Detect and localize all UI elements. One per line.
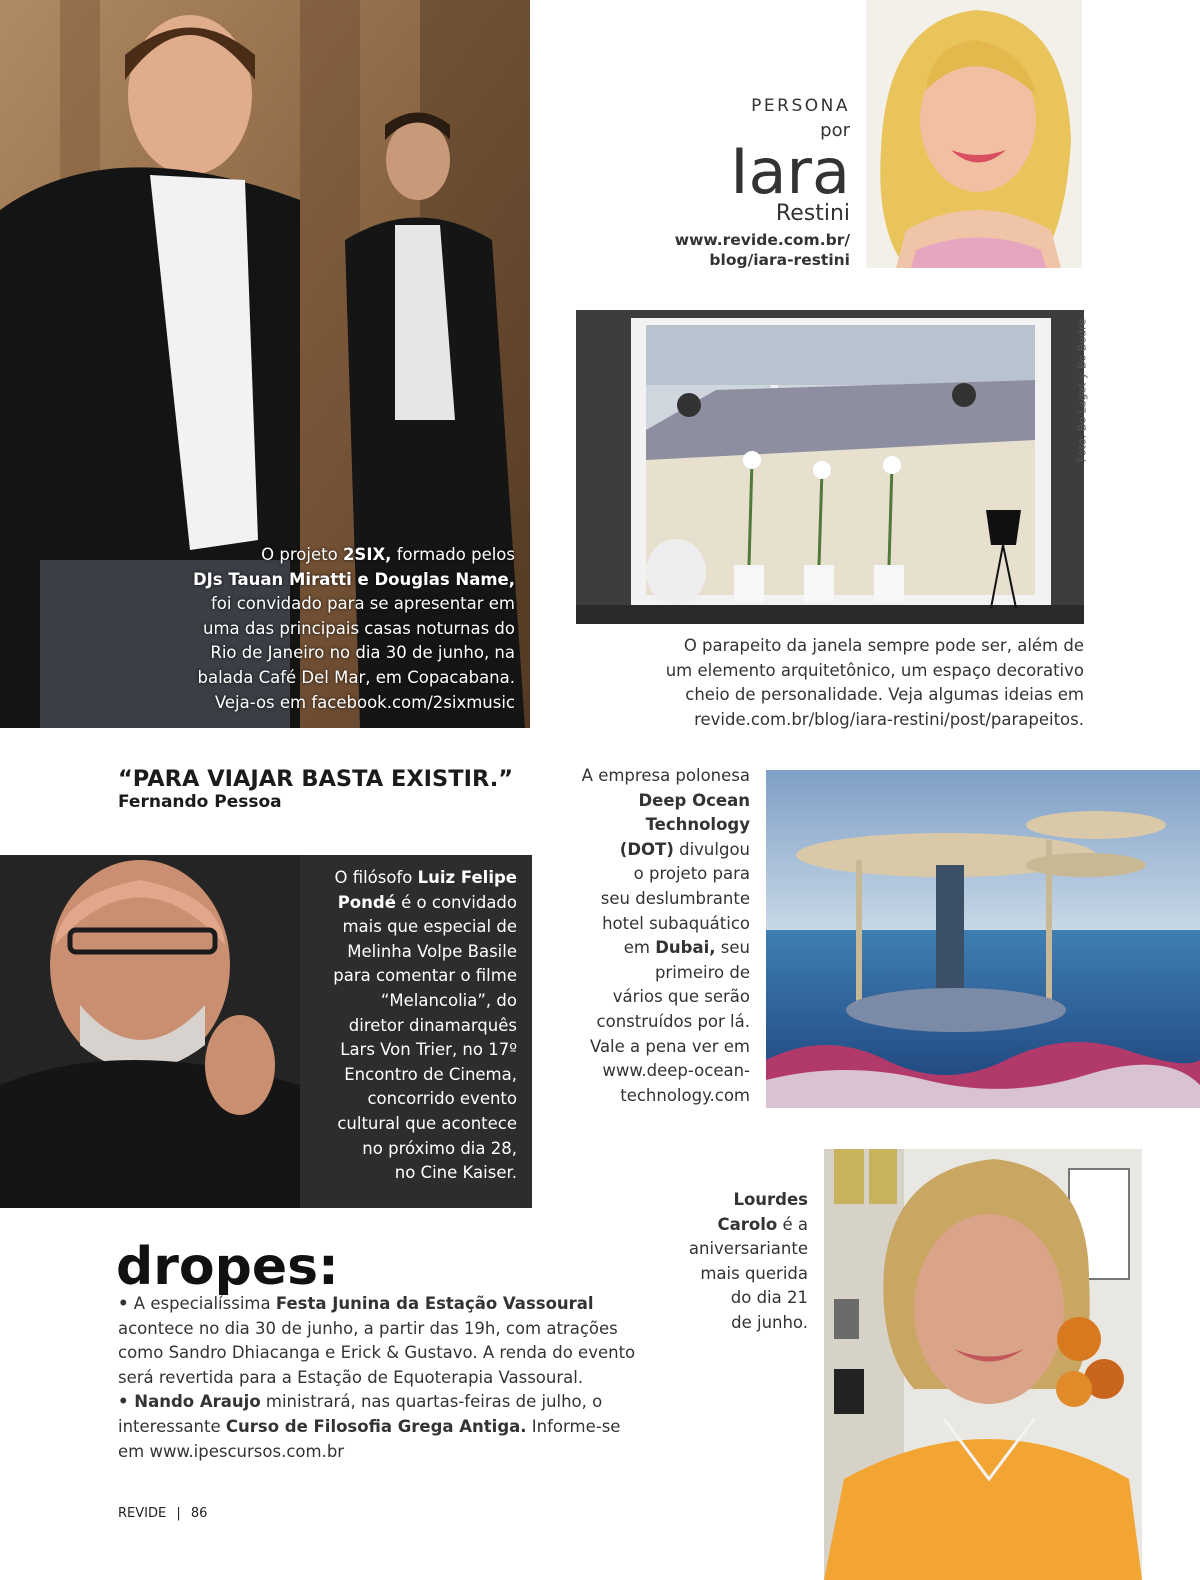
- quote: [118, 766, 548, 812]
- dot-link[interactable]: www.deep-ocean- technology.com: [602, 1061, 750, 1105]
- quote-author: Fernando Pessoa: [118, 792, 282, 812]
- lourdes-photo: [824, 1149, 1142, 1580]
- ipes-link[interactable]: em www.ipescursos.com.br: [118, 1441, 345, 1461]
- page-number: 86: [190, 1506, 208, 1521]
- window-photo: [576, 310, 1084, 624]
- column-url[interactable]: www.revide.com.br/ blog/iara-restini: [674, 231, 850, 269]
- page-footer: [118, 1506, 207, 1521]
- djs-caption: O projeto 2SIX, formado pelos DJs Tauan Miratti e Douglas Name, foi convidado para se apresentar em uma das principais casas noturnas do Rio de Janeiro no dia 30 de junho, na balada Café Del Mar, em Copacabana. Veja-os em facebook.com/2sixmusic: [192, 545, 515, 712]
- quote-text: “PARA VIAJAR BASTA EXISTIR.”: [118, 766, 514, 792]
- dropes-item: • A especialíssima Festa Junina da Estação Vassoural acontece no dia 30 de junho, a partir das 19h, com atrações como Sandro Dhiacanga e Erick & Gustavo. A renda do evento será revertida para a Estação de Equoterapia Vassoural.: [118, 1294, 636, 1387]
- columnist-first-name: Iara: [730, 135, 850, 208]
- lourdes-caption: Lourdes Carolo é a aniversariante mais querida do dia 21 de junho.: [688, 1190, 808, 1332]
- dropes-item: • Nando Araujo ministrará, nas quartas-feiras de julho, o interessante Curso de Filosofia Grega Antiga. Informe-se em www.ipescursos.com.br: [118, 1390, 678, 1464]
- ponde-caption: O filósofo Luiz Felipe Pondé é o convidado mais que especial de Melinha Volpe Basile para comentar o filme “Melancolia”, do diretor dinamarquês Lars Von Trier, no 17º Encontro de Cinema, concorrido evento cultural que acontece no próximo dia 28, no Cine Kaiser.: [333, 868, 517, 1183]
- photo-credit: Foto: Bo Laget y Bo Bedre: [1075, 318, 1089, 463]
- parapeitos-link[interactable]: revide.com.br/blog/iara-restini/post/parapeitos.: [694, 709, 1084, 729]
- window-caption: O parapeito da janela sempre pode ser, além de um elemento arquitetônico, um espaço decorativo cheio de personalidade. Veja algumas ideias em revide.com.br/blog/iara-restini/post/parapeitos.: [600, 634, 1084, 732]
- columnist-last-name: Restini: [775, 201, 850, 226]
- magazine-name: REVIDE: [118, 1506, 167, 1521]
- dropes-list: [118, 1292, 678, 1464]
- underwater-hotel-photo: [766, 770, 1200, 1108]
- column-por: por: [820, 120, 850, 141]
- ponde-photo: [0, 855, 300, 1208]
- dropes-heading: dropes:: [116, 1237, 339, 1297]
- dot-caption: A empresa polonesa Deep Ocean Technology (DOT) divulgou o projeto para seu deslumbrante hotel subaquático em Dubai, seu primeiro de vários que serão construídos por lá. Vale a pena ver em www.deep-ocean- technology.com: [560, 764, 750, 1108]
- iara-photo: [866, 0, 1082, 268]
- column-header: [620, 96, 850, 270]
- column-kicker: PERSONA: [751, 96, 850, 116]
- footer-separator: |: [176, 1506, 181, 1521]
